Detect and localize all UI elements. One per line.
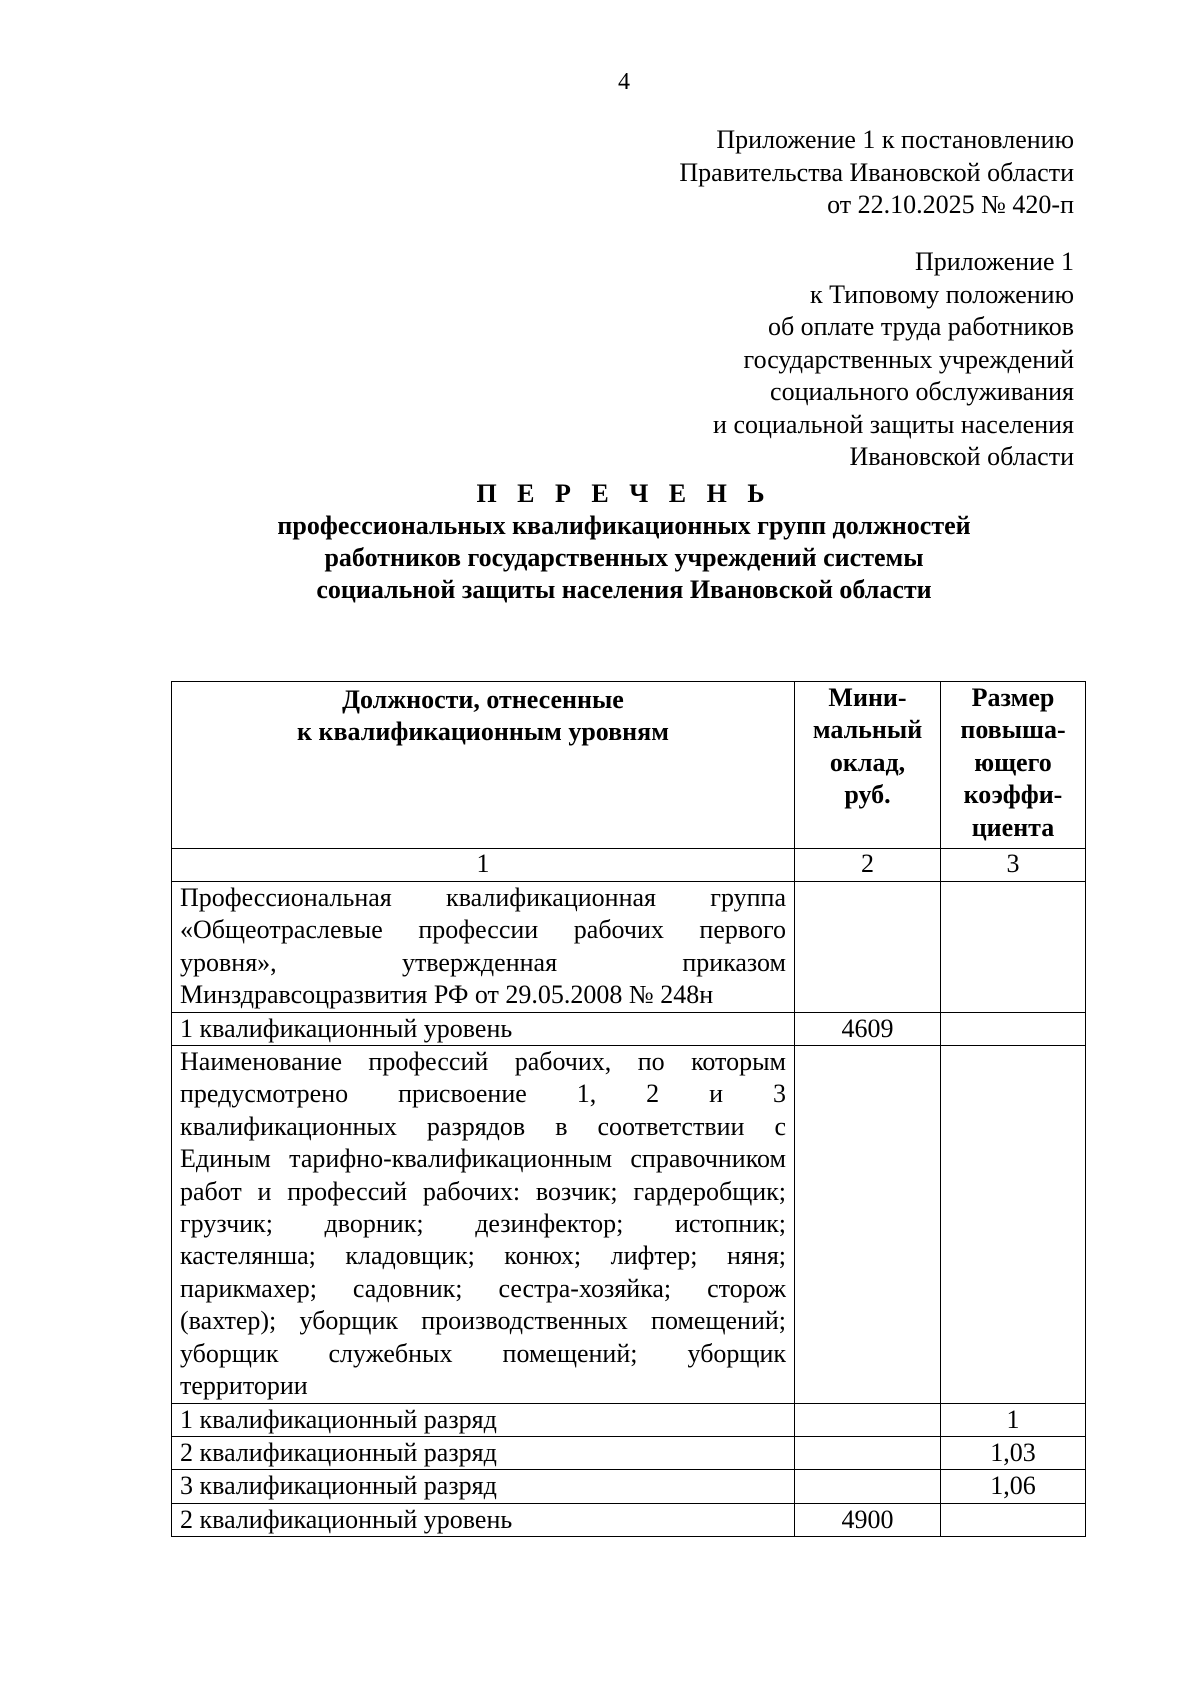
title-line: профессиональных квалификационных групп должностей: [277, 511, 971, 540]
appendix-to-standard-regulation: [713, 246, 1074, 474]
row-salary: 4900: [795, 1503, 941, 1536]
table-header-row: [172, 682, 1086, 849]
page-number: 4: [618, 69, 630, 95]
appendix-2-line: и социальной защиты населения: [713, 409, 1074, 439]
column-number-row: [172, 849, 1086, 882]
row-description: 2 квалификационный уровень: [172, 1503, 795, 1536]
appendix-2-line: социального обслуживания: [770, 377, 1074, 406]
appendix-2-line: к Типовому положению: [809, 279, 1074, 309]
title-heading: П Е Р Е Ч Е Н Ь: [476, 479, 772, 508]
row-coefficient: [941, 882, 1086, 1013]
row-description: 1 квалификационный разряд: [172, 1403, 795, 1436]
title-line: социальной защиты населения Ивановской области: [316, 575, 932, 604]
row-coefficient: 1,03: [941, 1436, 1086, 1469]
appendix-to-resolution: [679, 124, 1074, 222]
appendix-1-line: Правительства Ивановской области: [679, 157, 1074, 187]
row-coefficient: [941, 1503, 1086, 1536]
table-row: [172, 1503, 1086, 1536]
header-coefficient-line: циента: [971, 812, 1055, 842]
table-row: [172, 1403, 1086, 1436]
qualification-groups-table: [171, 681, 1086, 1537]
column-number: 1: [172, 849, 795, 882]
column-number: 2: [795, 849, 941, 882]
row-description: Профессиональная квалификационная группа «Общеотраслевые профессии рабочих первого уровня», утвержденная приказом Минздравсоцразвития РФ от 29.05.2008 № 248н: [172, 882, 795, 1013]
row-coefficient: 1: [941, 1403, 1086, 1436]
appendix-2-line: государственных учреждений: [743, 344, 1074, 374]
row-description: 3 квалификационный разряд: [172, 1470, 795, 1503]
header-min-salary-line: оклад,: [829, 747, 906, 777]
row-description: 1 квалификационный уровень: [172, 1012, 795, 1045]
appendix-2-line: об оплате труда работников: [767, 312, 1074, 341]
row-description: 2 квалификационный разряд: [172, 1436, 795, 1469]
header-positions-line: Должности, отнесенные: [342, 685, 624, 714]
title-line: работников государственных учреждений системы: [324, 543, 924, 572]
header-positions: [172, 682, 795, 849]
header-min-salary-line: руб.: [844, 780, 891, 810]
row-salary: [795, 1046, 941, 1403]
header-coefficient-line: коэффи-: [963, 780, 1063, 810]
row-salary: [795, 1436, 941, 1469]
row-salary: [795, 1470, 941, 1503]
table-row: [172, 1012, 1086, 1045]
appendix-2-line: Приложение 1: [914, 247, 1074, 276]
header-coefficient-line: ющего: [974, 747, 1052, 777]
header-min-salary: [795, 682, 941, 849]
header-coefficient: [941, 682, 1086, 849]
table-row: [172, 1046, 1086, 1403]
header-positions-line: к квалификационным уровням: [297, 717, 669, 747]
table-row: [172, 1470, 1086, 1503]
row-salary: 4609: [795, 1012, 941, 1045]
header-coefficient-line: повыша-: [960, 715, 1066, 745]
column-number: 3: [941, 849, 1086, 882]
header-min-salary-line: Мини-: [828, 683, 907, 712]
header-coefficient-line: Размер: [971, 683, 1055, 712]
table-row: [172, 882, 1086, 1013]
document-title: [150, 478, 1098, 606]
header-min-salary-line: мальный: [812, 715, 923, 745]
row-description: Наименование профессий рабочих, по которым предусмотрено присвоение 1, 2 и 3 квалификационных разрядов в соответствии с Единым тарифно-квалификационным справочником работ и профессий рабочих: возчик; гардеробщик; грузчик; дворник; дезинфектор; истопник; кастелянша; кладовщик; конюх; лифтер; няня; парикмахер; садовник; сестра-хозяйка; сторож (вахтер); уборщик производственных помещений; уборщик служебных помещений; уборщик территории: [172, 1046, 795, 1403]
row-coefficient: [941, 1046, 1086, 1403]
appendix-2-line: Ивановской области: [849, 442, 1074, 471]
appendix-1-line: от 22.10.2025 № 420-п: [827, 190, 1074, 219]
table-row: [172, 1436, 1086, 1469]
appendix-1-line: Приложение 1 к постановлению: [716, 125, 1074, 154]
row-salary: [795, 1403, 941, 1436]
row-coefficient: 1,06: [941, 1470, 1086, 1503]
row-coefficient: [941, 1012, 1086, 1045]
row-salary: [795, 882, 941, 1013]
